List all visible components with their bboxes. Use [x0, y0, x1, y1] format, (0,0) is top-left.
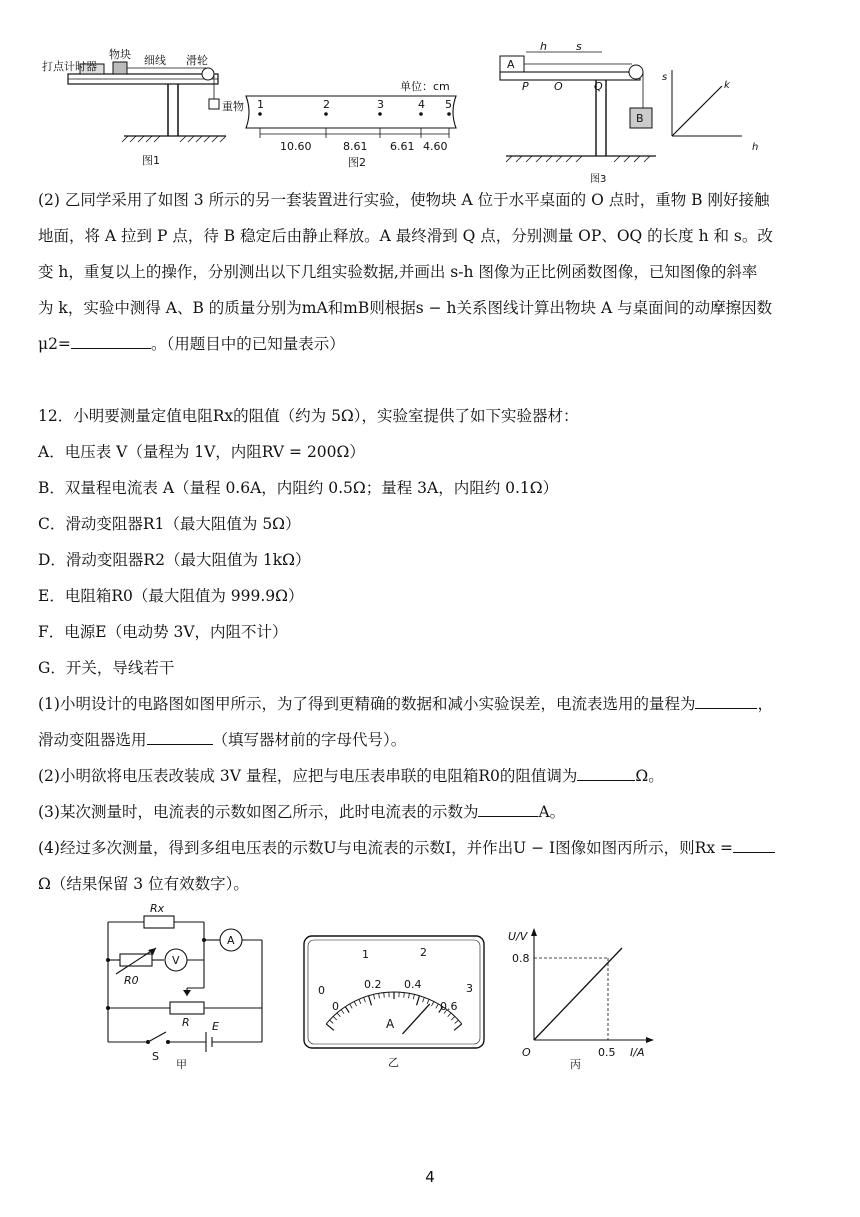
y-axis-label: U/V	[508, 930, 528, 943]
circuit-diagram	[96, 900, 276, 1072]
answer-blank[interactable]	[733, 838, 775, 853]
q12-part2	[38, 758, 828, 794]
x-axis-label: I/A	[630, 1046, 645, 1059]
q12-p3-post: A。	[538, 803, 566, 821]
tape-dot	[258, 112, 262, 116]
pulley-label: 滑轮	[186, 54, 208, 67]
rheostat-label: R	[182, 1016, 190, 1029]
page-number: 4	[425, 1168, 435, 1186]
q12-p2-post: Ω。	[635, 767, 664, 785]
p-label: P	[522, 80, 529, 93]
answer-blank[interactable]	[71, 334, 151, 349]
u-i-line	[534, 948, 622, 1040]
tape-points	[257, 98, 452, 116]
q11-line5	[38, 326, 828, 362]
block-a-label: A	[507, 58, 515, 71]
dial-unit-label: A	[386, 1017, 395, 1031]
point-label: 1	[257, 98, 264, 111]
answer-blank[interactable]	[478, 802, 538, 817]
switch-label: S	[152, 1050, 159, 1063]
figure-2-tape	[240, 74, 470, 174]
r0-box	[120, 954, 152, 966]
q12-stem: 12．小明要测量定值电阻Rx的阻值（约为 5Ω），实验室提供了如下实验器材：	[38, 407, 579, 425]
weight-label: 重物	[222, 100, 244, 113]
point-label: 4	[418, 98, 425, 111]
o-label: O	[554, 80, 563, 93]
origin-label: O	[522, 1046, 531, 1059]
tape-dot	[447, 112, 451, 116]
figure-2-caption: 图2	[348, 156, 366, 169]
q12-p1b-pre: 滑动变阻器选用	[38, 731, 147, 749]
y-tick-label: 0.8	[512, 952, 530, 965]
q11-line4: 为 k，实验中测得 A、B 的质量分别为mA和mB则根据s − h关系图线计算出物块 A 与桌面间的动摩擦因数	[38, 299, 773, 317]
figure-3-apparatus	[496, 36, 776, 186]
voltmeter-label: V	[172, 954, 180, 967]
block-label: 物块	[109, 48, 131, 61]
graph-k-label: k	[724, 80, 730, 91]
point-label: 5	[445, 98, 452, 111]
battery-label: E	[212, 1020, 219, 1033]
dial-top-label: 1	[362, 948, 369, 961]
timer-label: 打点计时器	[42, 60, 97, 73]
block-b-label: B	[636, 112, 644, 125]
q-label: Q	[594, 80, 603, 93]
graph-x-label: h	[752, 142, 759, 153]
q12-part4	[38, 830, 828, 866]
string-label: 细线	[144, 54, 166, 67]
x-tick-label: 0.5	[598, 1046, 616, 1059]
q12-option-a: A．电压表 V（量程为 1V，内阻RV = 200Ω）	[38, 443, 365, 461]
switch-s	[148, 1032, 166, 1042]
pulley	[202, 68, 214, 80]
s-h-line	[672, 86, 722, 136]
mu-label: μ2=	[38, 335, 71, 353]
q12-option-f: F．电源E（电动势 3V，内阻不计）	[38, 623, 288, 641]
ammeter-dial	[300, 930, 490, 1070]
rx-resistor	[144, 916, 174, 928]
s-h-graph	[662, 70, 758, 153]
pulley-3	[629, 65, 643, 79]
s-label: s	[576, 40, 582, 53]
q12-part3	[38, 794, 828, 830]
q12-option-b: B．双量程电流表 A（量程 0.6A，内阻约 0.5Ω；量程 3A，内阻约 0.1Ω）	[38, 479, 559, 497]
rheostat	[170, 1002, 204, 1014]
u-i-graph	[504, 926, 674, 1072]
figure-1-caption: 图1	[142, 154, 160, 167]
point-label: 2	[323, 98, 330, 111]
figure-3-caption: 图3	[590, 174, 607, 185]
distance-label: 6.61	[390, 140, 415, 153]
distance-label: 4.60	[423, 140, 448, 153]
tape-dot	[324, 112, 328, 116]
dial-top-label: 0	[318, 984, 325, 997]
graph-y-label: s	[662, 72, 668, 83]
q12-part1-b	[38, 722, 828, 758]
q12-p4-pre: (4)经过多次测量，得到多组电压表的示数U与电流表的示数I，并作出U − I图像如图丙所示，则Rx =	[38, 839, 733, 857]
q12-p2-pre: (2)小明欲将电压表改装成 3V 量程，应把与电压表串联的电阻箱R0的阻值调为	[38, 767, 578, 785]
q12-option-c: C．滑动变阻器R1（最大阻值为 5Ω）	[38, 515, 301, 533]
distance-label: 10.60	[280, 140, 312, 153]
dial-top-label: 2	[420, 946, 427, 959]
block	[113, 62, 127, 74]
q11-line1: (2) 乙同学采用了如图 3 所示的另一套装置进行实验，使物块 A 位于水平桌面的 O 点时，重物 B 刚好接触	[38, 191, 770, 209]
r0-label: R0	[124, 974, 139, 987]
dial-bottom-label: 0.6	[440, 1000, 458, 1013]
q12-part1-a	[38, 686, 828, 722]
rx-label: Rx	[150, 902, 165, 915]
q11-line5-post: 。（用题目中的已知量表示）	[150, 335, 345, 353]
q12-p3-pre: (3)某次测量时，电流表的示数如图乙所示，此时电流表的示数为	[38, 803, 479, 821]
q12-p1b-post: （填写器材前的字母代号）。	[212, 731, 407, 749]
figure-1-apparatus	[36, 44, 251, 174]
dial-caption: 乙	[388, 1056, 399, 1069]
h-label: h	[540, 40, 547, 53]
tape-dot	[419, 112, 423, 116]
circuit-caption: 甲	[176, 1058, 187, 1071]
q12-p1a-text: (1)小明设计的电路图如图甲所示，为了得到更精确的数据和减小实验误差，电流表选用的量程为	[38, 695, 696, 713]
dial-bottom-label: 0.4	[404, 978, 422, 991]
graph-caption: 丙	[570, 1058, 581, 1071]
q12-option-g: G．开关，导线若干	[38, 659, 175, 677]
q12-option-e: E．电阻箱R0（最大阻值为 999.9Ω）	[38, 587, 304, 605]
q12-part4-tail: Ω（结果保留 3 位有效数字）。	[38, 875, 249, 893]
dial-bottom-label: 0	[332, 1000, 339, 1013]
distance-label: 8.61	[343, 140, 368, 153]
ammeter-label: A	[227, 934, 235, 947]
tape-unit: 单位：cm	[400, 80, 450, 93]
q12-p1a-end: ，	[757, 695, 773, 713]
answer-blank[interactable]	[695, 694, 757, 709]
tape-dot	[378, 112, 382, 116]
q11-line3: 变 h，重复以上的操作，分别测出以下几组实验数据,并画出 s-h 图像为正比例函数图像，已知图像的斜率	[38, 263, 758, 281]
q11-part2	[38, 182, 828, 362]
dial-bottom-label: 0.2	[364, 978, 382, 991]
answer-blank[interactable]	[147, 730, 213, 745]
table-surface-3	[500, 72, 640, 80]
q12	[38, 398, 828, 902]
q11-line2: 地面，将 A 拉到 P 点，待 B 稳定后由静止释放。A 最终滑到 Q 点，分别测量 OP、OQ 的长度 h 和 s。改	[38, 227, 773, 245]
hanging-weight	[209, 99, 219, 109]
dial-top-label: 3	[466, 982, 473, 995]
q12-option-d: D．滑动变阻器R2（最大阻值为 1kΩ）	[38, 551, 311, 569]
answer-blank[interactable]	[577, 766, 635, 781]
point-label: 3	[377, 98, 384, 111]
